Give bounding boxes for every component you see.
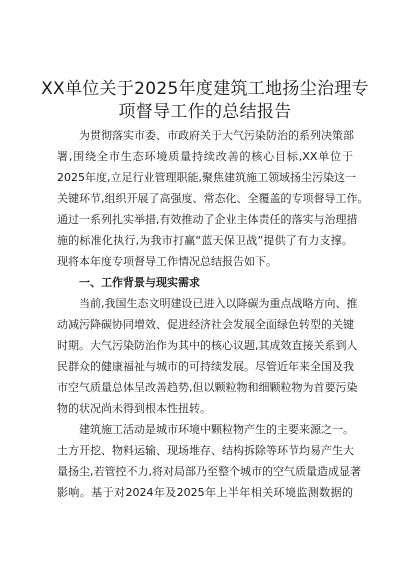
section1-para2-line: 量扬尘,若管控不力,将对局部乃至整个城市的空气质量造成显著 [57, 465, 361, 478]
section1-para1-line: 当前,我国生态文明建设已进入以降碳为重点战略方向、推 [79, 297, 358, 310]
section1-para2-line: 土方开挖、物料运输、现场堆存、结构拆除等环节均易产生大 [57, 444, 354, 457]
section-heading: 一、工作背景与现实需求 [79, 276, 200, 289]
document-title-line-2: 项督导工作的总结报告 [118, 102, 292, 122]
intro-line: 关键环节,组织开展了高强度、常态化、全覆盖的专项督导工作。 [57, 192, 369, 205]
intro-line: 2025年度,立足行业管理职能,聚焦建筑施工领域扬尘污染这一 [57, 171, 356, 184]
section1-para2-line: 建筑施工活动是城市环境中颗粒物产生的主要来源之一。 [79, 423, 354, 436]
intro-line: 施的标准化执行,为我市打赢“蓝天保卫战”提供了有力支撑。 [57, 234, 353, 247]
section1-para1-line: 时期。大气污染防治作为其中的核心议题,其成效直接关系到人 [57, 339, 358, 352]
intro-line: 为贯彻落实市委、市政府关于大气污染防治的系列决策部 [79, 129, 354, 142]
intro-line: 署,围绕全市生态环境质量持续改善的核心目标,XX单位于 [57, 150, 353, 163]
intro-line: 通过一系列扎实举措,有效推动了企业主体责任的落实与治理措 [57, 213, 358, 226]
section1-para1-line: 动减污降碳协同增效、促进经济社会发展全面绿色转型的关键 [57, 318, 354, 331]
section1-para1-line: 民群众的健康福祉与城市的可持续发展。尽管近年来全国及我 [57, 360, 354, 373]
section1-para2-line: 影响。基于对2024年及2025年上半年相关环境监测数据的 [57, 486, 353, 499]
section1-para1-line: 物的状况尚未得到根本性扭转。 [57, 402, 211, 415]
document-title-line-1: XX单位关于2025年度建筑工地扬尘治理专 [41, 79, 369, 99]
intro-line: 现将本年度专项督导工作情况总结报告如下。 [57, 255, 277, 268]
section1-para1-line: 市空气质量总体呈改善趋势,但以颗粒物和细颗粒物为首要污染 [57, 381, 358, 394]
